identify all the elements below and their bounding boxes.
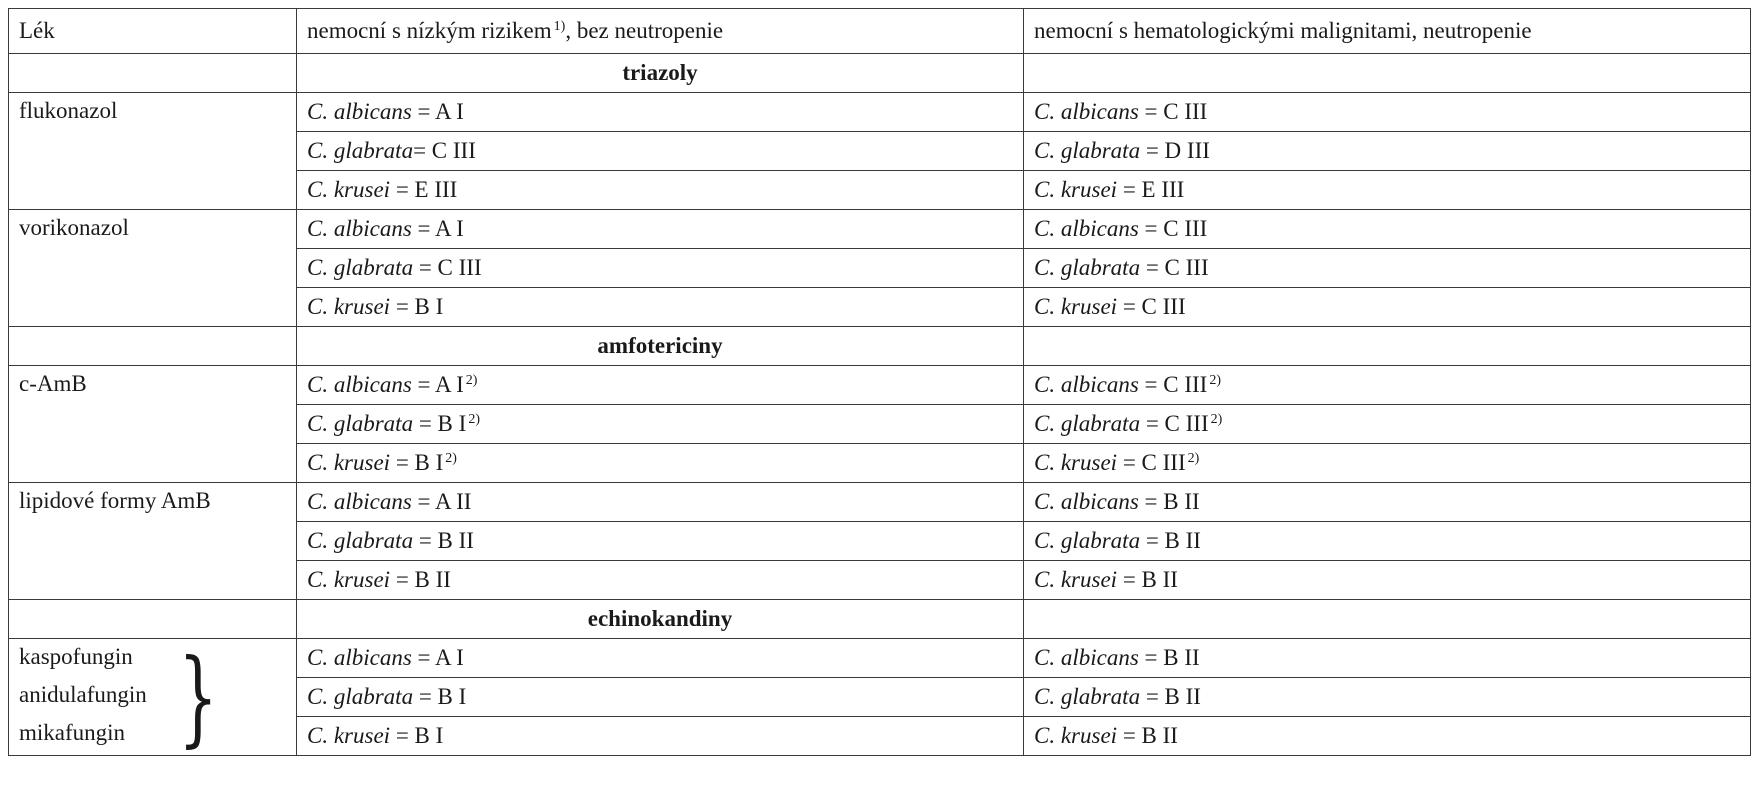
echinocandin-group [19,638,286,756]
footnote-marker-2: 2) [445,451,457,466]
grade: = C III [1145,411,1209,436]
group-label-triazoles: triazoly [297,54,1024,93]
species-albicans: C. albicans [1034,216,1139,241]
species-albicans: C. albicans [1034,99,1139,124]
table-row [9,210,1751,249]
grade: = A I [417,645,464,670]
grade: = B II [1144,645,1200,670]
group-row-echinocandins [9,600,1751,639]
species-krusei: C. krusei [307,450,391,475]
species-albicans: C. albicans [1034,645,1139,670]
grade: = C III [1144,372,1208,397]
species-albicans: C. albicans [1034,372,1139,397]
species-krusei: C. krusei [1034,294,1118,319]
grade: = B I [418,411,467,436]
species-glabrata: C. glabrata [307,138,414,163]
footnote-marker-1: 1) [553,19,566,34]
species-krusei: C. krusei [307,567,391,592]
species-glabrata: C. glabrata [1034,138,1141,163]
grade: = B I [395,450,444,475]
cell-high-krusei [1024,561,1751,600]
cell-high-glabrata [1024,249,1751,288]
cell-low-albicans [297,93,1024,132]
grade: = C III [1122,450,1186,475]
grade: = E III [1122,177,1185,202]
cell-low-krusei [297,717,1024,756]
species-glabrata: C. glabrata [307,684,414,709]
cell-low-glabrata [297,132,1024,171]
grade: = A I [417,372,464,397]
footnote-marker-2: 2) [465,373,478,388]
species-albicans: C. albicans [307,645,412,670]
cell-high-krusei [1024,171,1751,210]
drug-voriconazole: vorikonazol [9,210,297,327]
group-label-echinocandins: echinokandiny [297,600,1024,639]
species-glabrata: C. glabrata [1034,684,1141,709]
cell-high-krusei [1024,717,1751,756]
cell-low-krusei [297,561,1024,600]
cell-high-albicans [1024,639,1751,678]
group-empty-cell [1024,327,1751,366]
cell-low-albicans [297,366,1024,405]
grade: = C III [418,255,482,280]
cell-low-krusei [297,288,1024,327]
echinocandin-names [19,639,147,753]
drug-c-amb: c-AmB [9,366,297,483]
grade: = A II [417,489,472,514]
footnote-marker-2: 2) [468,412,480,427]
group-empty-cell [9,54,297,93]
cell-low-glabrata [297,522,1024,561]
species-krusei: C. krusei [1034,723,1118,748]
grade: = A I [417,99,464,124]
drug-lipid-amb: lipidové formy AmB [9,483,297,600]
species-albicans: C. albicans [307,489,412,514]
group-label-amphotericins: amfotericiny [297,327,1024,366]
cell-high-glabrata [1024,132,1751,171]
cell-low-albicans [297,639,1024,678]
grade: = B II [395,567,451,592]
species-albicans: C. albicans [307,372,412,397]
group-row-triazoles [9,54,1751,93]
group-empty-cell [9,327,297,366]
drug-echinocandins [9,639,297,756]
table-header-row [9,9,1751,54]
grade: = B II [418,528,474,553]
footnote-marker-2: 2) [1187,451,1200,466]
table-row [9,483,1751,522]
header-high-risk: nemocní s hematologickými malignitami, neutropenie [1024,9,1751,54]
grade: = C III [1122,294,1186,319]
grade: = B I [418,684,467,709]
species-krusei: C. krusei [307,294,391,319]
drug-caspofungin: kaspofungin [19,644,133,669]
grade: = C III [1144,99,1208,124]
footnote-marker-2: 2) [1210,412,1223,427]
brace-icon: } [177,638,218,756]
grade: = B II [1145,684,1201,709]
cell-low-glabrata [297,678,1024,717]
species-albicans: C. albicans [307,216,412,241]
header-low-risk [297,9,1024,54]
species-glabrata: C. glabrata [307,255,414,280]
cell-low-krusei [297,171,1024,210]
drug-micafungin: mikafungin [19,720,126,745]
cell-high-albicans [1024,366,1751,405]
recommendation-table [8,8,1751,756]
species-glabrata: C. glabrata [1034,528,1141,553]
header-low-risk-tail: , bez neutropenie [565,18,724,43]
group-row-amphotericins [9,327,1751,366]
species-albicans: C. albicans [1034,489,1139,514]
cell-high-albicans [1024,210,1751,249]
grade: = B II [1122,723,1178,748]
header-low-risk-text: nemocní s nízkým rizikem [307,18,552,43]
grade: = E III [395,177,458,202]
species-krusei: C. krusei [1034,450,1118,475]
drug-fluconazole: flukonazol [9,93,297,210]
grade: = B II [1145,528,1201,553]
grade: = C III [1145,255,1209,280]
species-krusei: C. krusei [1034,567,1118,592]
grade: = B I [395,723,444,748]
drug-anidulafungin: anidulafungin [19,682,147,707]
cell-low-glabrata [297,405,1024,444]
table-row [9,366,1751,405]
grade: = C III [1144,216,1208,241]
species-krusei: C. krusei [307,177,391,202]
grade: = B II [1122,567,1178,592]
grade: = C III [413,138,476,163]
cell-low-glabrata [297,249,1024,288]
cell-low-albicans [297,210,1024,249]
species-glabrata: C. glabrata [307,411,414,436]
cell-low-albicans [297,483,1024,522]
grade: = B I [395,294,444,319]
cell-high-albicans [1024,483,1751,522]
grade: = A I [417,216,464,241]
cell-high-glabrata [1024,522,1751,561]
header-drug: Lék [9,9,297,54]
species-krusei: C. krusei [1034,177,1118,202]
grade: = D III [1145,138,1210,163]
species-glabrata: C. glabrata [307,528,414,553]
species-albicans: C. albicans [307,99,412,124]
species-krusei: C. krusei [307,723,391,748]
cell-high-krusei [1024,444,1751,483]
table-row [9,93,1751,132]
group-empty-cell [1024,54,1751,93]
species-glabrata: C. glabrata [1034,411,1141,436]
grade: = B II [1144,489,1200,514]
table-row [9,639,1751,678]
cell-low-krusei [297,444,1024,483]
cell-high-krusei [1024,288,1751,327]
cell-high-albicans [1024,93,1751,132]
group-empty-cell [9,600,297,639]
group-empty-cell [1024,600,1751,639]
species-glabrata: C. glabrata [1034,255,1141,280]
cell-high-glabrata [1024,678,1751,717]
footnote-marker-2: 2) [1209,373,1221,388]
cell-high-glabrata [1024,405,1751,444]
